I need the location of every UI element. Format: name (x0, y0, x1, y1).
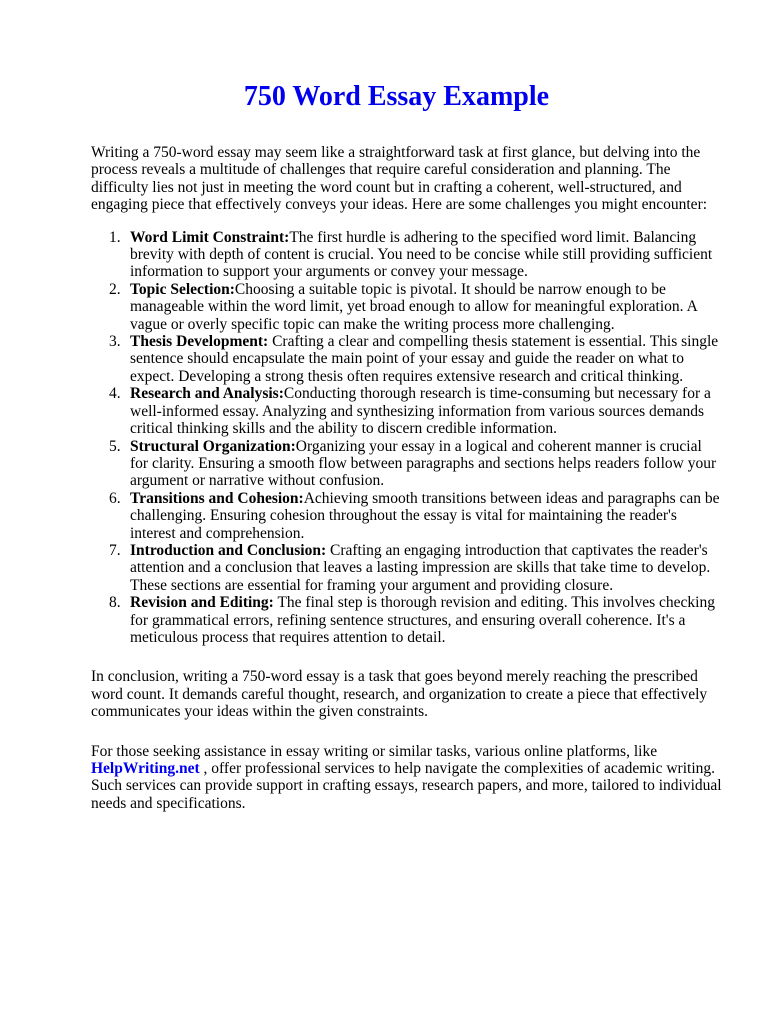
list-item (109, 385, 722, 438)
list-item-term: Structural Organization: (130, 437, 296, 455)
list-item-text: Conducting thorough research is time-consuming but necessary for a well-informed essay. Analyzing and synthesizing information from various sources demands critical thinking skills and the ability to discern credible information. (130, 385, 711, 438)
list-item-term: Transitions and Cohesion: (130, 489, 304, 507)
list-item-number: 1. (109, 228, 121, 246)
list-item-text: Choosing a suitable topic is pivotal. It should be narrow enough to be manageable within the word limit, yet broad enough to allow for meaningful exploration. A vague or overly specific topic can make the writing process more challenging. (130, 280, 697, 333)
assistance-text-before: For those seeking assistance in essay writing or similar tasks, various online platforms, like (91, 742, 658, 760)
list-item-text: Organizing your essay in a logical and coherent manner is crucial for clarity. Ensuring a smooth flow between paragraphs and sections helps readers follow your argument or narrative without confusion. (130, 437, 717, 490)
list-item-term: Thesis Development: (130, 333, 269, 351)
list-item (109, 541, 722, 594)
list-item-number: 4. (109, 385, 121, 403)
list-item-text: The first hurdle is adhering to the specified word limit. Balancing brevity with depth of content is crucial. You need to be concise while still providing sufficient information to support your arguments or convey your message. (130, 228, 713, 281)
list-item-term: Research and Analysis: (130, 385, 284, 403)
intro-paragraph: Writing a 750-word essay may seem like a straightforward task at first glance, but delving into the process reveals a multitude of challenges that require careful consideration and planning. The difficulty lies not just in meeting the word count but in crafting a coherent, well-structured, and engaging piece that effectively conveys your ideas. Here are some challenges you might encounter: (91, 144, 708, 214)
list-item-number: 2. (109, 280, 121, 298)
list-item-number: 6. (109, 489, 121, 507)
conclusion-paragraph: In conclusion, writing a 750-word essay is a task that goes beyond merely reaching the prescribed word count. It demands careful thought, research, and organization to create a piece that effectively communicates your ideas within the given constraints. (91, 668, 708, 721)
list-item (109, 333, 722, 385)
list-item-term: Topic Selection: (130, 280, 235, 298)
assistance-text-after: , offer professional services to help navigate the complexities of academic writing. Such services can provide support in crafting essays, research papers, and more, tailored to individual needs and specifications. (91, 760, 722, 812)
list-item-text: Crafting an engaging introduction that captivates the reader's attention and a conclusion that leaves a lasting impression are skills that take time to develop. These sections are essential for framing your argument and providing closure. (130, 541, 711, 594)
list-item-number: 8. (109, 594, 121, 612)
list-item-term: Revision and Editing: (130, 594, 274, 612)
assistance-paragraph (91, 743, 722, 813)
list-item-number: 5. (109, 437, 121, 455)
list-item-text: The final step is thorough revision and editing. This involves checking for grammatical errors, refining sentence structures, and ensuring overall coherence. It's a meticulous process that requires attention to detail. (130, 594, 715, 646)
helpwriting-link[interactable]: HelpWriting.net (91, 760, 200, 777)
list-item-term: Word Limit Constraint: (130, 228, 290, 246)
list-item (109, 437, 722, 490)
list-item (109, 228, 722, 281)
page-title: 750 Word Essay Example (243, 81, 550, 112)
list-item-text: Crafting a clear and compelling thesis statement is essential. This single sentence should encapsulate the main point of your essay and guide the reader on what to expect. Developing a strong thesis often requires extensive research and critical thinking. (130, 333, 719, 385)
list-item-text: Achieving smooth transitions between ideas and paragraphs can be challenging. Ensuring cohesion throughout the essay is vital for maintaining the reader's interest and comprehension. (130, 489, 720, 542)
list-item (109, 489, 722, 542)
list-item (109, 594, 722, 646)
list-item-term: Introduction and Conclusion: (130, 541, 327, 559)
list-item-number: 3. (109, 333, 121, 351)
list-item-number: 7. (109, 541, 121, 559)
list-item (109, 280, 722, 333)
challenges-list (91, 229, 722, 647)
